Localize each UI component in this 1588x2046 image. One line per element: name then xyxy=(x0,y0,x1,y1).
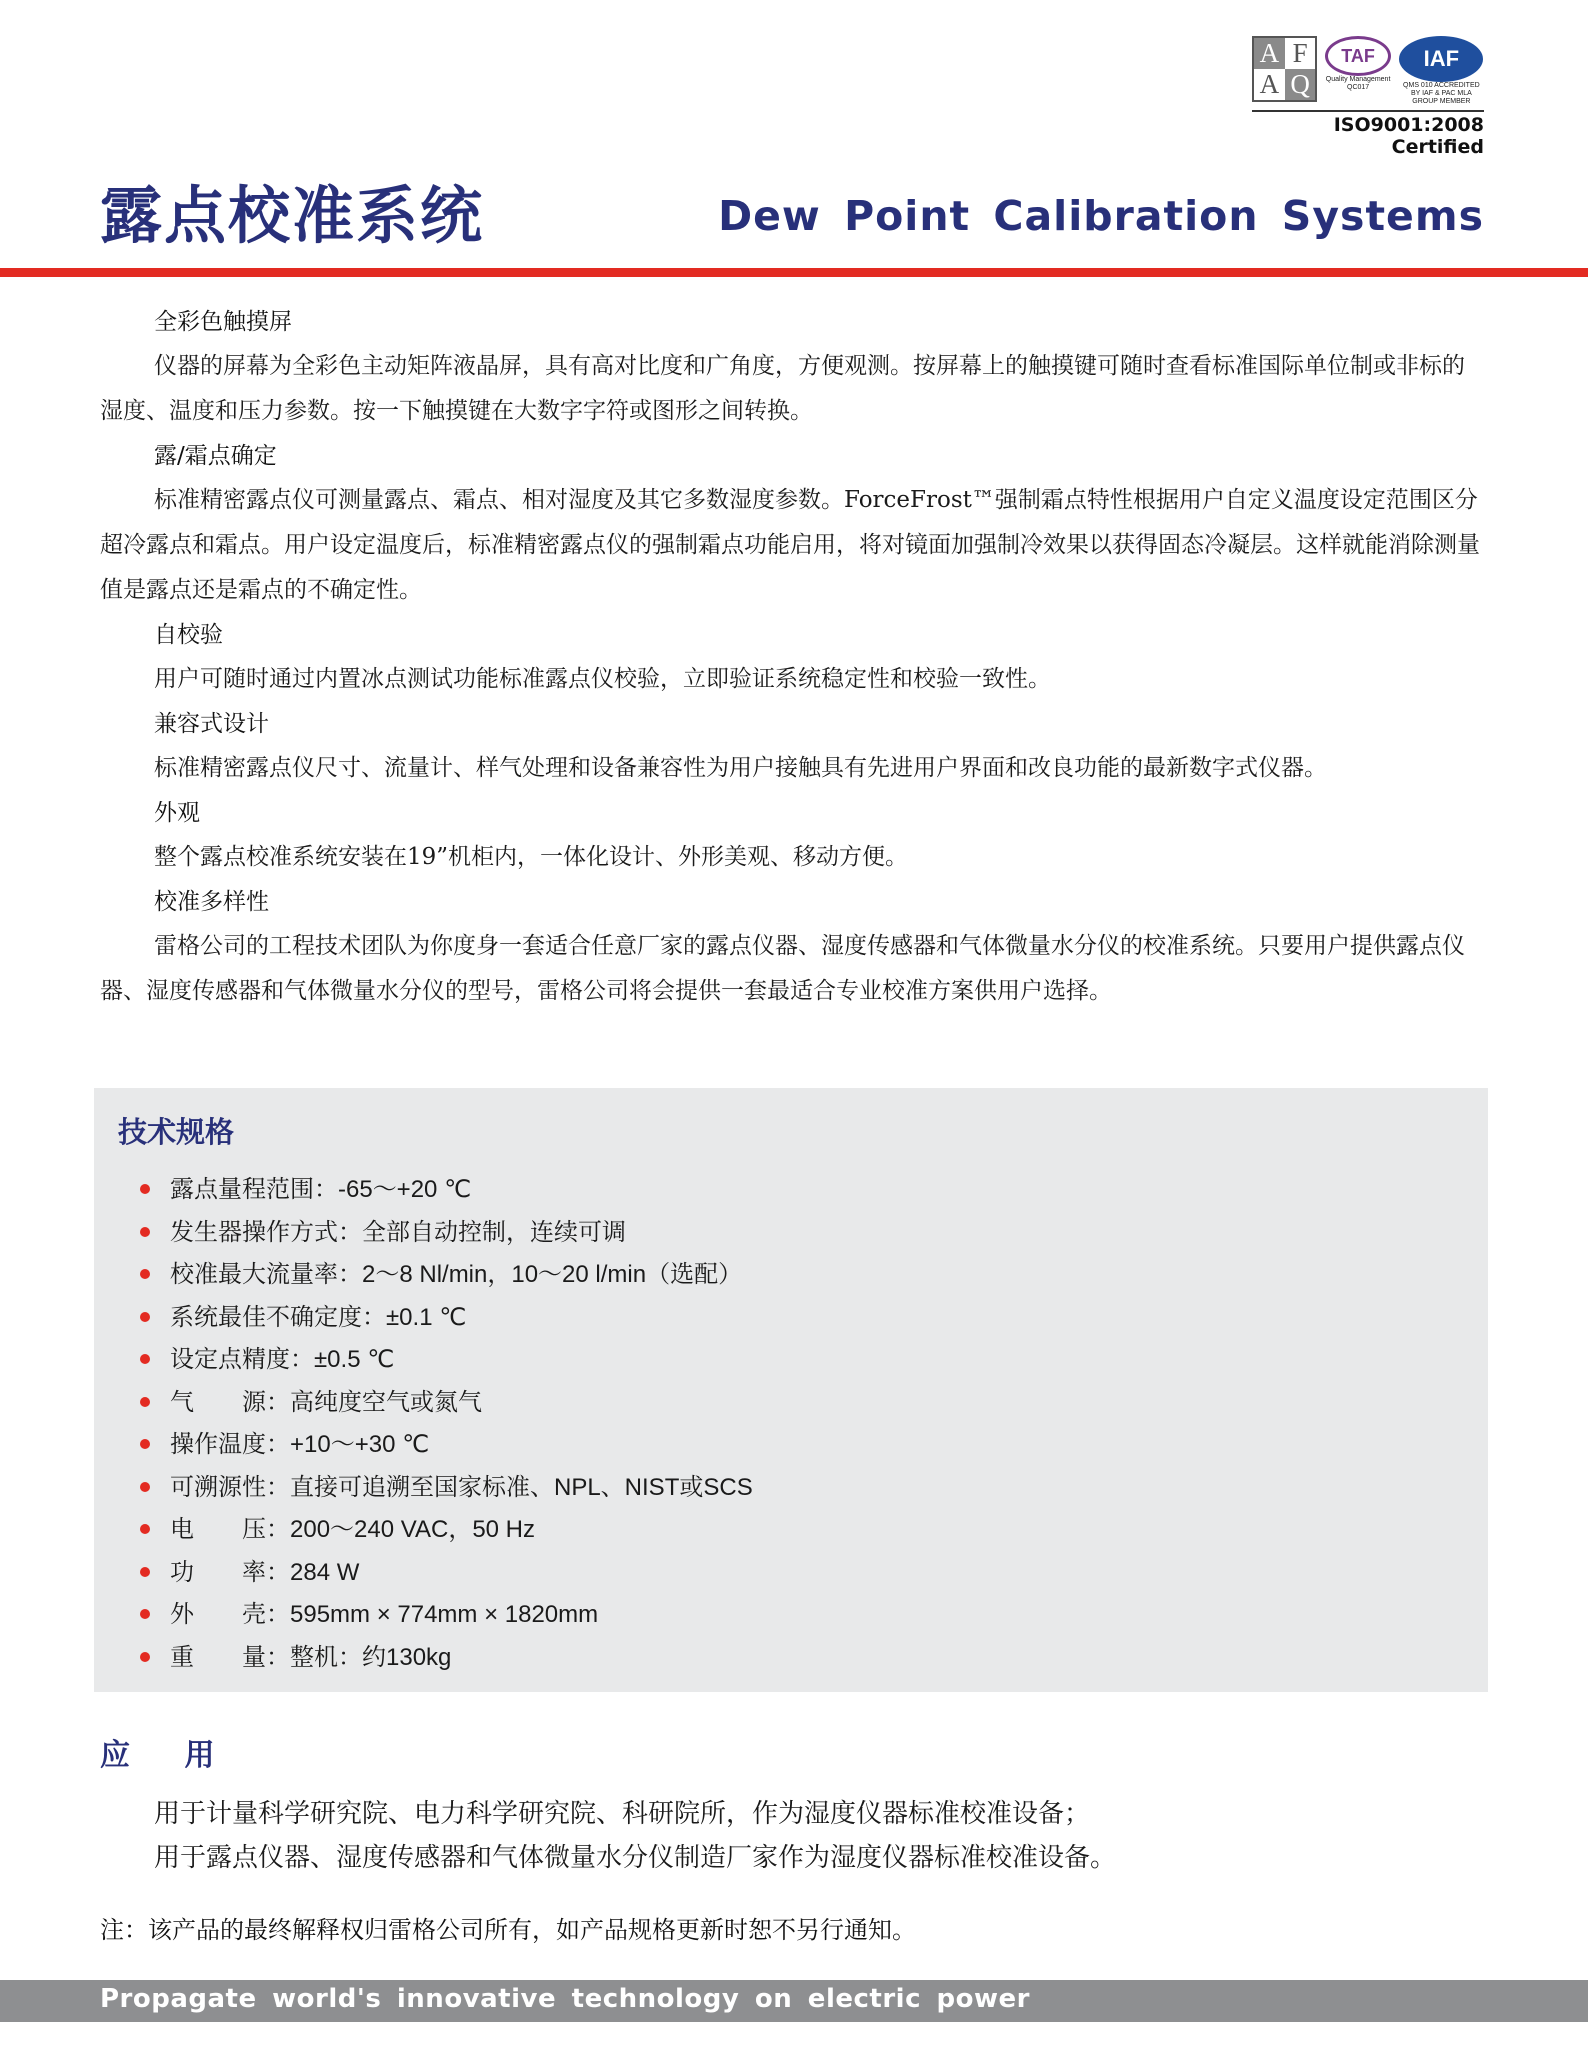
spec-item: 系统最佳不确定度：±0.1 ℃ xyxy=(140,1296,753,1339)
disclaimer-note: 注：该产品的最终解释权归雷格公司所有，如产品规格更新时恕不另行通知。 xyxy=(100,1916,916,1944)
feature-title: 校准多样性 xyxy=(154,889,269,915)
feature-descriptions xyxy=(100,300,1482,1014)
bullet-icon xyxy=(140,1227,150,1237)
application-line: 用于露点仪器、湿度传感器和气体微量水分仪制造厂家作为湿度仪器标准校准设备。 xyxy=(154,1843,1117,1873)
bullet-icon xyxy=(140,1269,150,1279)
bullet-icon xyxy=(140,1312,150,1322)
spec-item: 可溯源性：直接可追溯至国家标准、NPL、NIST或SCS xyxy=(140,1466,753,1509)
iaf-logo: IAF QMS 010 ACCREDITED BY IAF & PAC MLA GROUP MEMBER xyxy=(1399,36,1484,106)
feature-text: 雷格公司的工程技术团队为你度身一套适合任意厂家的露点仪器、湿度传感器和气体微量水分仪的校准系统。只要用户提供露点仪器、湿度传感器和气体微量水分仪的型号，雷格公司将会提供一套最适合专业校准方案供用户选择。 xyxy=(100,933,1465,1004)
specifications-panel xyxy=(94,1088,1488,1692)
iso-certified-caption: ISO9001:2008 Certified xyxy=(1252,110,1484,158)
feature-item xyxy=(100,300,1482,434)
feature-text: 仪器的屏幕为全彩色主动矩阵液晶屏，具有高对比度和广角度，方便观测。按屏幕上的触摸键可随时查看标准国际单位制或非标的湿度、温度和压力参数。按一下触摸键在大数字字符或图形之间转换。 xyxy=(100,353,1465,424)
certification-logos xyxy=(1252,36,1484,158)
spec-item: 功 率：284 W xyxy=(140,1551,753,1594)
bullet-icon xyxy=(140,1567,150,1577)
taf-logo: TAF Quality Management QC017 xyxy=(1321,36,1394,92)
bullet-icon xyxy=(140,1652,150,1662)
footer-slogan: Propagate world's innovative technology on electric power xyxy=(100,1984,1030,2014)
spec-item: 重 量：整机：约130kg xyxy=(140,1636,753,1679)
feature-title: 兼容式设计 xyxy=(154,711,269,737)
feature-item xyxy=(100,613,1482,702)
spec-item: 校准最大流量率：2～8 Nl/min，10～20 l/min（选配） xyxy=(140,1253,753,1296)
feature-item xyxy=(100,434,1482,613)
feature-text: 整个露点校准系统安装在19”机柜内，一体化设计、外形美观、移动方便。 xyxy=(154,844,909,870)
page-title-chinese: 露点校准系统 xyxy=(100,179,485,252)
bullet-icon xyxy=(140,1397,150,1407)
bullet-icon xyxy=(140,1609,150,1619)
bullet-icon xyxy=(140,1524,150,1534)
application-list xyxy=(154,1792,1116,1880)
feature-item xyxy=(100,791,1482,880)
feature-text: 标准精密露点仪尺寸、流量计、样气处理和设备兼容性为用户接触具有先进用户界面和改良功能的最新数字式仪器。 xyxy=(154,755,1327,781)
page-title-english: Dew Point Calibration Systems xyxy=(718,192,1484,240)
specifications-title: 技术规格 xyxy=(118,1115,235,1149)
feature-text: 标准精密露点仪可测量露点、霜点、相对湿度及其它多数湿度参数。ForceFrost™强制霜点特性根据用户自定义温度设定范围区分超冷露点和霜点。用户设定温度后，标准精密露点仪的强制霜点功能启用，将对镜面加强制冷效果以获得固态冷凝层。这样就能消除测量值是露点还是霜点的不确定性。 xyxy=(100,487,1480,603)
bullet-icon xyxy=(140,1184,150,1194)
feature-title: 自校验 xyxy=(154,622,223,648)
spec-item: 气 源：高纯度空气或氮气 xyxy=(140,1381,753,1424)
bullet-icon xyxy=(140,1482,150,1492)
bullet-icon xyxy=(140,1354,150,1364)
application-title: 应 用 xyxy=(100,1738,215,1773)
feature-item xyxy=(100,880,1482,1014)
feature-text: 用户可随时通过内置冰点测试功能标准露点仪校验，立即验证系统稳定性和校验一致性。 xyxy=(154,666,1051,692)
spec-item: 设定点精度：±0.5 ℃ xyxy=(140,1338,753,1381)
feature-title: 外观 xyxy=(154,800,200,826)
spec-item: 发生器操作方式：全部自动控制，连续可调 xyxy=(140,1211,753,1254)
spec-item: 操作温度：+10～+30 ℃ xyxy=(140,1423,753,1466)
spec-item: 露点量程范围：-65～+20 ℃ xyxy=(140,1168,753,1211)
header-divider xyxy=(0,268,1588,277)
afaq-logo: A F A Q xyxy=(1252,36,1317,102)
feature-title: 露/霜点确定 xyxy=(154,443,277,469)
spec-item: 电 压：200～240 VAC，50 Hz xyxy=(140,1508,753,1551)
specifications-list xyxy=(140,1168,753,1678)
application-line: 用于计量科学研究院、电力科学研究院、科研院所，作为湿度仪器标准校准设备； xyxy=(154,1799,1091,1829)
footer-banner xyxy=(0,1980,1588,2022)
bullet-icon xyxy=(140,1439,150,1449)
spec-item: 外 壳：595mm × 774mm × 1820mm xyxy=(140,1593,753,1636)
feature-title: 全彩色触摸屏 xyxy=(154,309,292,335)
feature-item xyxy=(100,702,1482,791)
